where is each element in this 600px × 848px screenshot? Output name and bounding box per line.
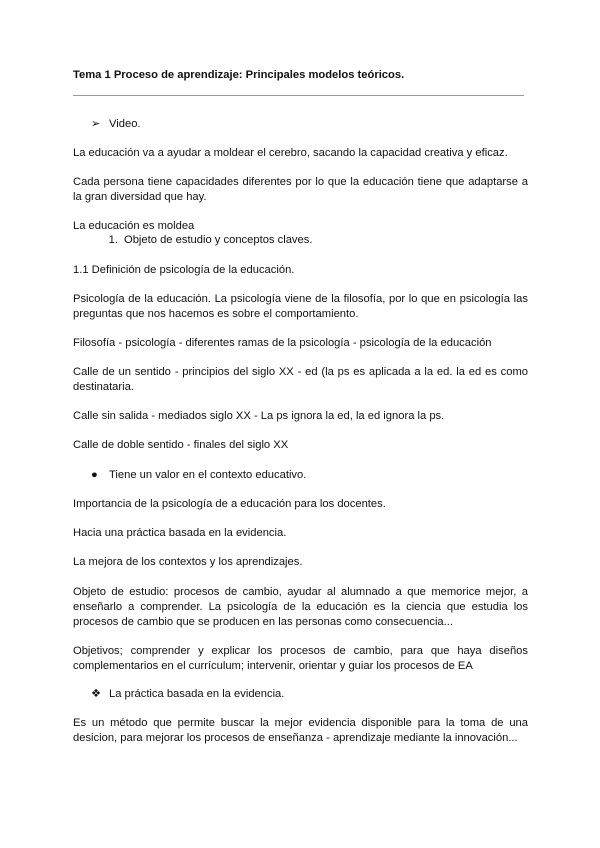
paragraph-5: Psicología de la educación. La psicología viene de la filosofía, por lo que en psicología las preguntas que nos hacemos es sobre el comportamiento.	[73, 293, 528, 320]
paragraph-2: Cada persona tiene capacidades diferentes por lo que la educación tiene que adaptarse a la gran diversidad que hay.	[73, 176, 528, 203]
paragraph-3: La educación es moldea	[73, 220, 195, 232]
diamond-bullet-icon: ❖	[91, 688, 102, 700]
paragraph-15: Es un método que permite buscar la mejor evidencia disponible para la toma de una desicion, para mejorar los procesos de enseñanza - aprendizaje mediante la innovación...	[73, 717, 528, 744]
dot-bullet-icon: ●	[91, 469, 98, 481]
page-title: Tema 1 Proceso de aprendizaje: Principales modelos teóricos.	[73, 69, 405, 81]
paragraph-9: Calle de doble sentido - finales del siglo XX	[73, 439, 289, 451]
bullet-video-text: Video.	[109, 118, 141, 130]
paragraph-14: Objetivos; comprender y explicar los procesos de cambio, para que haya diseños complementarios en el currículum; intervenir, orientar y guiar los procesos de EA	[73, 645, 528, 672]
paragraph-12: La mejora de los contextos y los aprendizajes.	[73, 556, 303, 568]
paragraph-10: Importancia de la psicología de a educación para los docentes.	[73, 498, 386, 510]
paragraph-11: Hacia una práctica basada en la evidencia.	[73, 527, 287, 539]
paragraph-13: Objeto de estudio: procesos de cambio, ayudar al alumnado a que memorice mejor, a enseñarlo a comprender. La psicología de la educación es la ciencia que estudia los procesos de cambio que se producen en las personas como consecuencia...	[73, 586, 528, 628]
numbered-item	[96, 233, 312, 248]
bullet-valor-text: Tiene un valor en el contexto educativo.	[109, 469, 307, 481]
paragraph-1: La educación va a ayudar a moldear el cerebro, sacando la capacidad creativa y eficaz.	[73, 147, 508, 159]
bullet-valor	[91, 468, 306, 483]
section-heading-1-1: 1.1 Definición de psicología de la educación.	[73, 264, 295, 276]
bullet-practica-text: La práctica basada en la evidencia.	[109, 688, 285, 700]
paragraph-6: Filosofía - psicología - diferentes ramas de la psicología - psicología de la educación	[73, 337, 492, 349]
paragraph-7: Calle de un sentido - principios del siglo XX - ed (la ps es aplicada a la ed. la ed es como destinataria.	[73, 366, 528, 393]
numbered-item-text: Objeto de estudio y conceptos claves.	[124, 234, 313, 246]
bullet-practica	[91, 687, 284, 702]
paragraph-8: Calle sin salida - mediados siglo XX - La ps ignora la ed, la ed ignora la ps.	[73, 410, 445, 422]
bullet-video	[91, 117, 141, 132]
arrow-bullet-icon: ➢	[91, 118, 101, 130]
numbered-item-number: 1.	[108, 234, 118, 246]
title-divider	[73, 95, 524, 96]
